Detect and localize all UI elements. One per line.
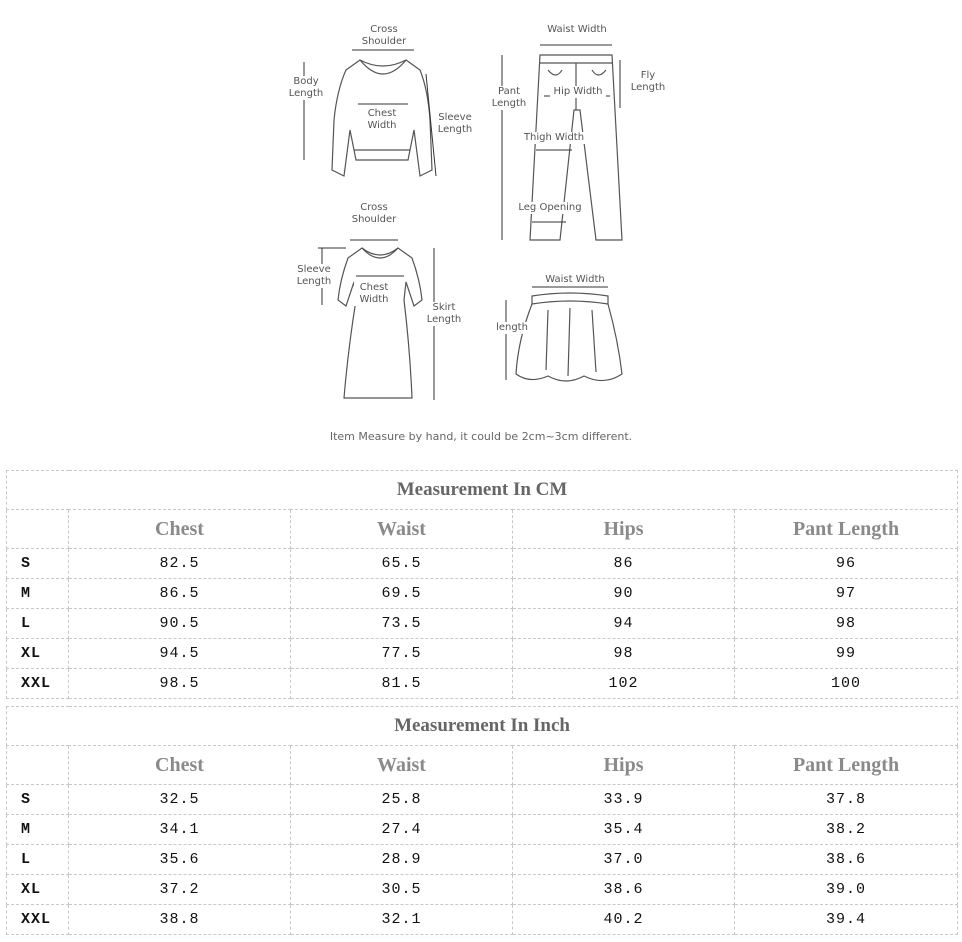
value-cell: 38.8 <box>69 905 291 935</box>
table-row <box>7 609 958 639</box>
value-cell: 37.2 <box>69 875 291 905</box>
value-cell: 98 <box>513 639 735 669</box>
value-cell: 34.1 <box>69 815 291 845</box>
value-cell: 38.2 <box>735 815 958 845</box>
value-cell: 97 <box>735 579 958 609</box>
value-cell: 98.5 <box>69 669 291 699</box>
value-cell: 33.9 <box>513 785 735 815</box>
value-cell: 90.5 <box>69 609 291 639</box>
value-cell: 38.6 <box>735 845 958 875</box>
table-row <box>7 579 958 609</box>
value-cell: 77.5 <box>291 639 513 669</box>
size-cell: XXL <box>7 905 69 935</box>
header-pant-length: Pant Length <box>735 746 958 785</box>
value-cell: 30.5 <box>291 875 513 905</box>
table-row <box>7 785 958 815</box>
value-cell: 96 <box>735 549 958 579</box>
label-chest-width: Chest Width <box>362 108 402 132</box>
value-cell: 37.8 <box>735 785 958 815</box>
label-skirt-waist-width: Waist Width <box>540 274 610 286</box>
label-cross-shoulder: Cross Shoulder <box>354 24 414 48</box>
header-hips: Hips <box>513 510 735 549</box>
label-leg-opening: Leg Opening <box>514 202 586 214</box>
header-waist: Waist <box>291 746 513 785</box>
corner-cell <box>7 746 69 785</box>
label-waist-width: Waist Width <box>542 24 612 36</box>
value-cell: 69.5 <box>291 579 513 609</box>
table-row <box>7 639 958 669</box>
value-cell: 32.1 <box>291 905 513 935</box>
value-cell: 39.0 <box>735 875 958 905</box>
value-cell: 94.5 <box>69 639 291 669</box>
value-cell: 38.6 <box>513 875 735 905</box>
table-row <box>7 669 958 699</box>
header-pant-length: Pant Length <box>735 510 958 549</box>
label-dress-cross-shoulder: Cross Shoulder <box>344 202 404 226</box>
value-cell: 39.4 <box>735 905 958 935</box>
value-cell: 27.4 <box>291 815 513 845</box>
size-cell: S <box>7 549 69 579</box>
header-hips: Hips <box>513 746 735 785</box>
label-thigh-width: Thigh Width <box>520 132 588 144</box>
table-row <box>7 815 958 845</box>
label-skirt-length-short: length <box>490 322 534 334</box>
value-cell: 98 <box>735 609 958 639</box>
value-cell: 35.6 <box>69 845 291 875</box>
header-waist: Waist <box>291 510 513 549</box>
value-cell: 73.5 <box>291 609 513 639</box>
label-fly-length: Fly Length <box>626 70 670 94</box>
dress-sketch <box>338 248 422 398</box>
table-row <box>7 549 958 579</box>
label-dress-sleeve-length: Sleeve Length <box>292 264 336 288</box>
inch-table-title: Measurement In Inch <box>7 707 958 746</box>
corner-cell <box>7 510 69 549</box>
value-cell: 100 <box>735 669 958 699</box>
size-cell: XL <box>7 639 69 669</box>
size-cell: M <box>7 815 69 845</box>
header-chest: Chest <box>69 510 291 549</box>
label-hip-width: Hip Width <box>550 86 606 98</box>
table-row <box>7 905 958 935</box>
size-cell: M <box>7 579 69 609</box>
value-cell: 35.4 <box>513 815 735 845</box>
skirt-sketch <box>516 293 622 381</box>
label-pant-length: Pant Length <box>486 86 532 110</box>
measure-note: Item Measure by hand, it could be 2cm~3cm different. <box>329 430 633 443</box>
value-cell: 37.0 <box>513 845 735 875</box>
measurement-diagram <box>0 0 962 460</box>
value-cell: 99 <box>735 639 958 669</box>
cm-size-table <box>6 470 958 699</box>
value-cell: 86.5 <box>69 579 291 609</box>
header-chest: Chest <box>69 746 291 785</box>
value-cell: 82.5 <box>69 549 291 579</box>
value-cell: 102 <box>513 669 735 699</box>
value-cell: 90 <box>513 579 735 609</box>
inch-size-table <box>6 706 958 935</box>
value-cell: 25.8 <box>291 785 513 815</box>
value-cell: 28.9 <box>291 845 513 875</box>
label-sleeve-length: Sleeve Length <box>434 112 476 136</box>
value-cell: 94 <box>513 609 735 639</box>
size-cell: L <box>7 609 69 639</box>
garment-sketches <box>0 0 962 460</box>
label-skirt-length: Skirt Length <box>422 302 466 326</box>
label-body-length: Body Length <box>286 76 326 100</box>
size-cell: L <box>7 845 69 875</box>
value-cell: 65.5 <box>291 549 513 579</box>
table-row <box>7 845 958 875</box>
size-cell: S <box>7 785 69 815</box>
value-cell: 40.2 <box>513 905 735 935</box>
value-cell: 86 <box>513 549 735 579</box>
cm-table-title: Measurement In CM <box>7 471 958 510</box>
table-row <box>7 875 958 905</box>
size-cell: XL <box>7 875 69 905</box>
value-cell: 81.5 <box>291 669 513 699</box>
label-dress-chest-width: Chest Width <box>354 282 394 306</box>
value-cell: 32.5 <box>69 785 291 815</box>
size-cell: XXL <box>7 669 69 699</box>
